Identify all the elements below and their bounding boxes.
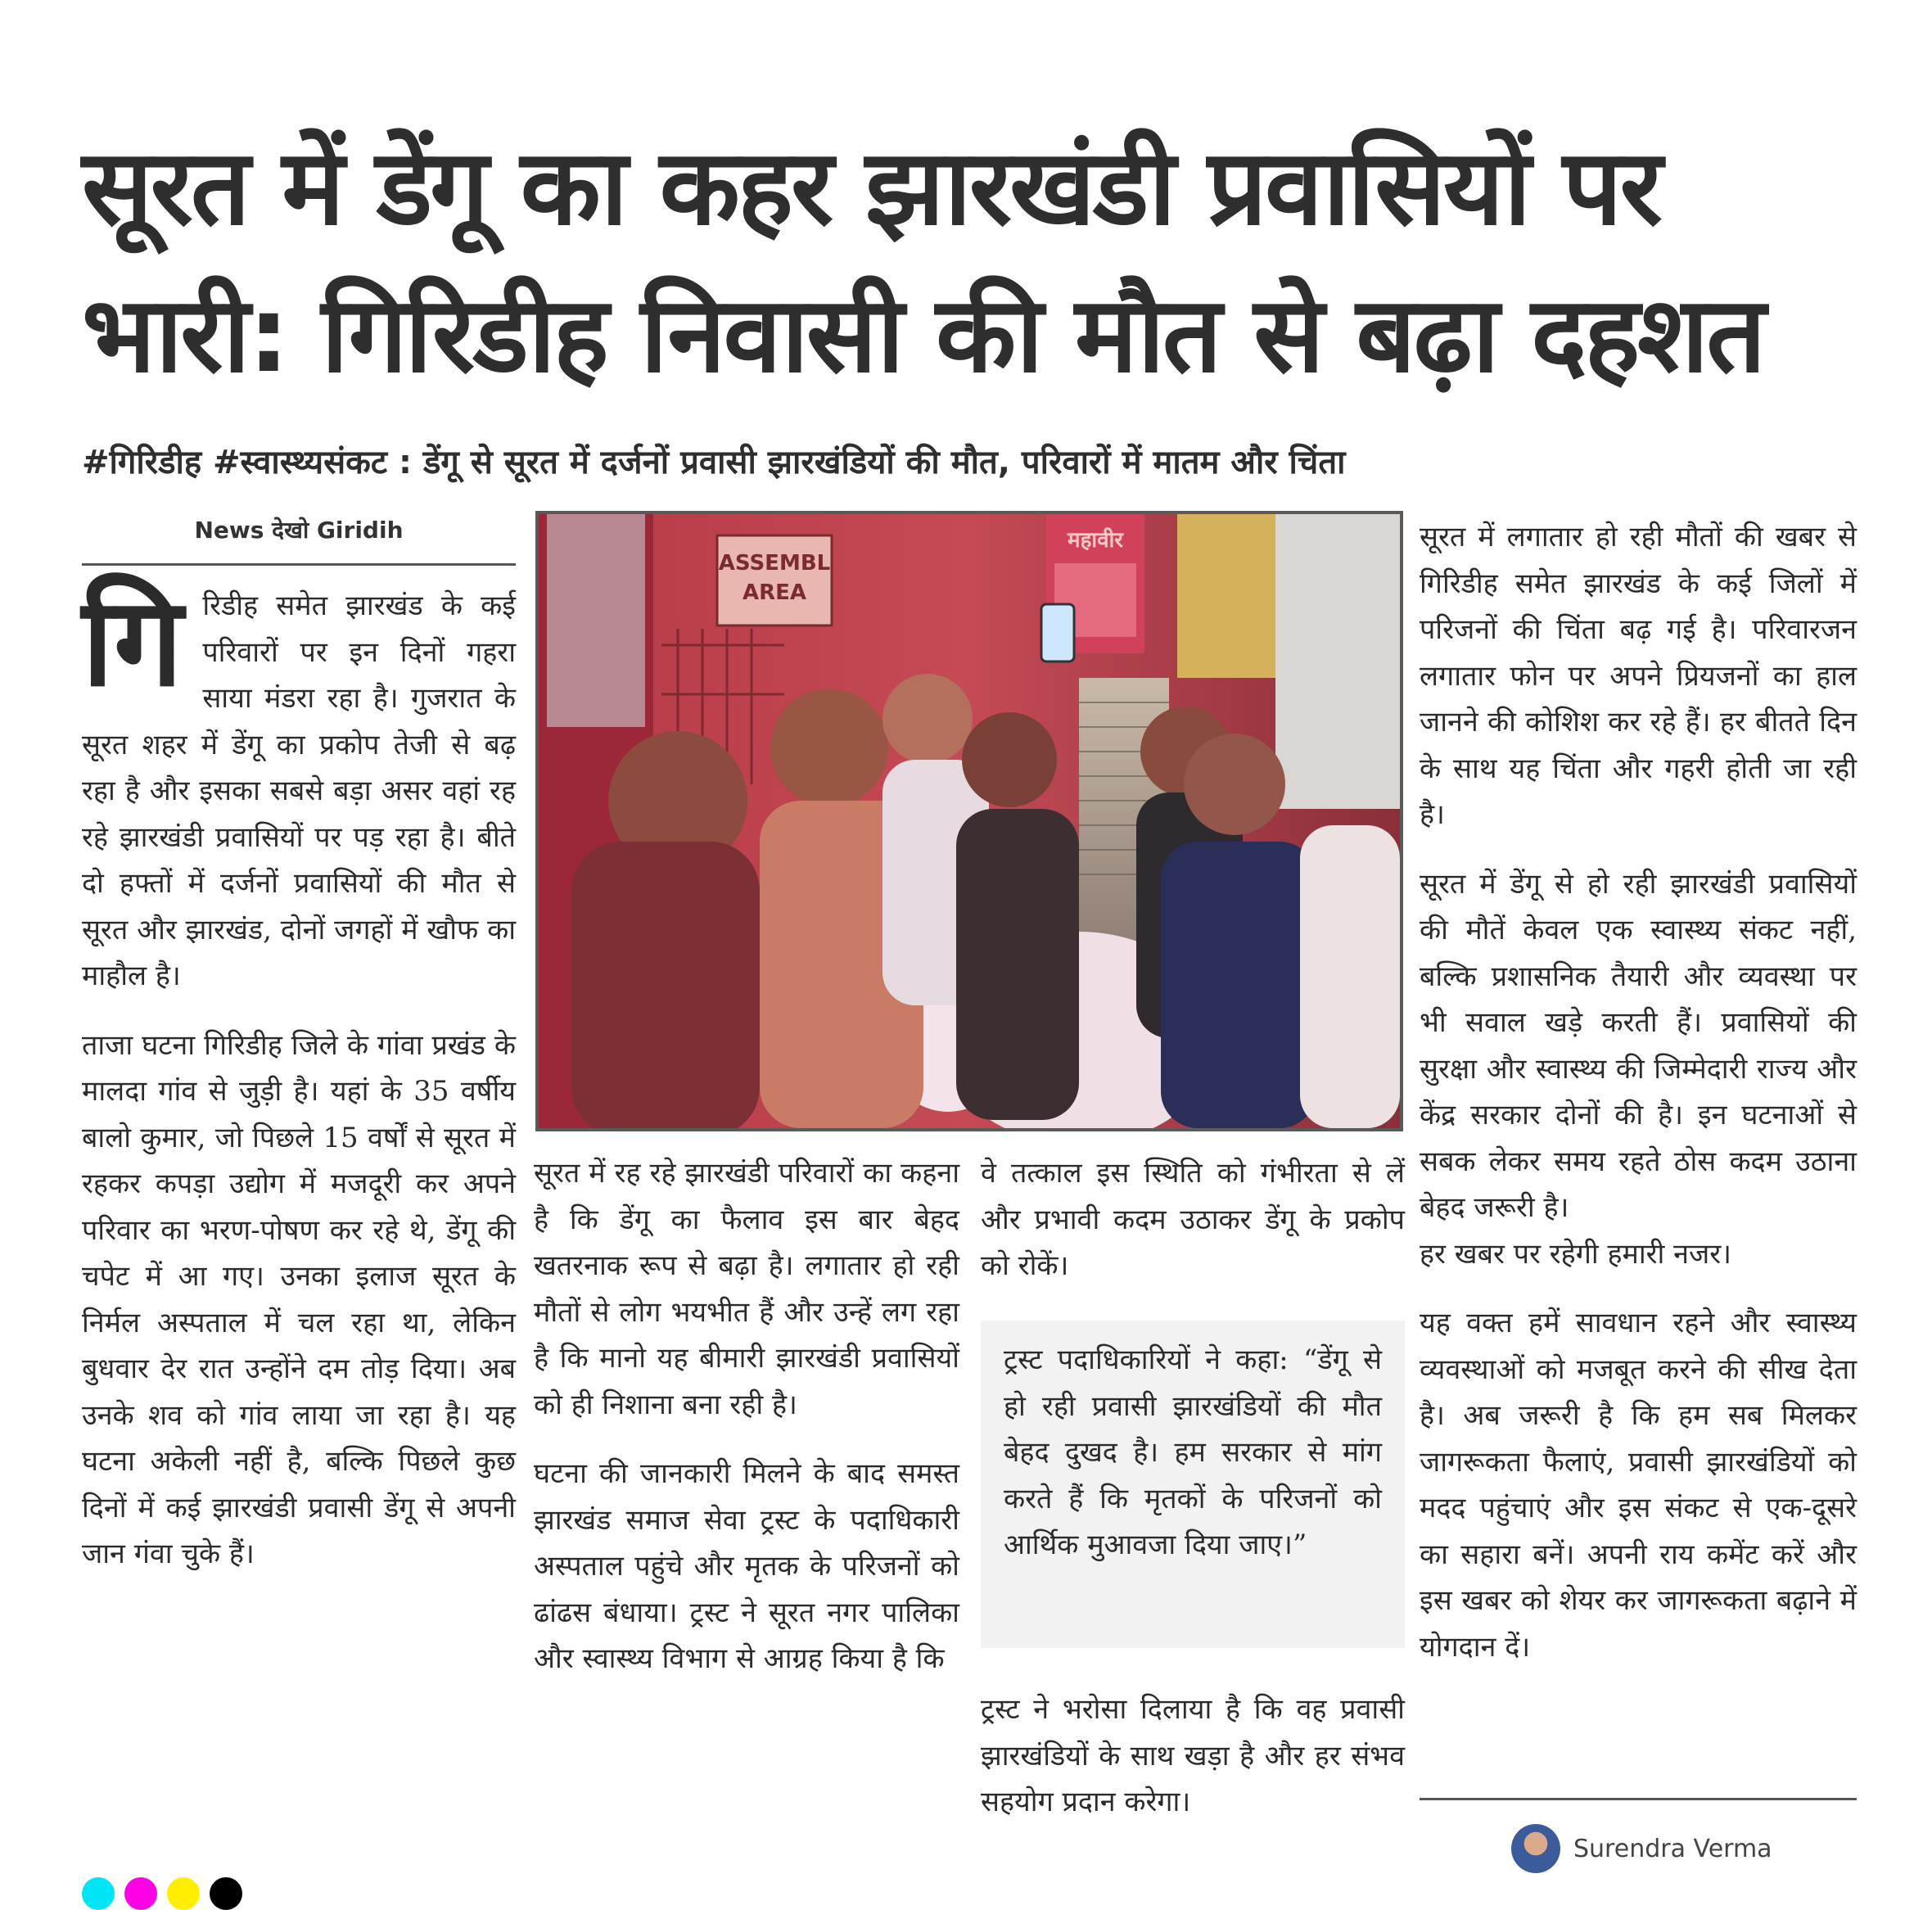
pull-quote: ट्रस्ट पदाधिकारियों ने कहा: “डेंगू से हो रही प्रवासी झारखंडियों की मौत बेहद दुखद है। हम सरकार से मांग करते हैं कि मृतकों के परिजनों को आर्थिक मुआवजा दिया जाए।” [981,1321,1405,1648]
news-photo [535,511,1403,1131]
drop-cap: गि [82,571,183,714]
article-paragraph: यह वक्त हमें सावधान रहने और स्वास्थ्य व्यवस्थाओं को मजबूत करने की सीख देता है। अब जरूरी है कि हम सब मिलकर जागरूकता फैलाएं, प्रवासी झारखंडियों को मदद पहुंचाएं और इस संकट से एक-दूसरे का सहारा बनें। अपनी राय कमेंट करें और इस खबर को शेयर कर जागरूकता बढ़ाने में योगदान दें। [1420,1307,1857,1664]
article-paragraph: सूरत में रह रहे झारखंडी परिवारों का कहना है कि डेंगू का फैलाव इस बार बेहद खतरनाक रूप से बढ़ा है। लगातार हो रही मौतों से लोग भयभीत हैं और उन्हें लग रहा है कि मानो यह बीमारी झारखंडी प्रवासियों को ही निशाना बना रही है। [534,1157,959,1421]
black-dot [210,1877,242,1910]
subheadline: #गिरिडीह #स्वास्थ्यसंकट : डेंगू से सूरत में दर्जनों प्रवासी झारखंडियों की मौत, परिवारों में मातम और चिंता [82,444,1346,481]
headline-line-2: भारी: गिरिडीह निवासी की मौत से बढ़ा दहशत [82,274,1764,396]
magenta-dot [124,1877,157,1910]
article-paragraph: ट्रस्ट ने भरोसा दिलाया है कि वह प्रवासी झारखंडियों के साथ खड़ा है और हर संभव सहयोग प्रदान करेगा। [981,1693,1405,1818]
article-paragraph: घटना की जानकारी मिलने के बाद समस्त झारखंड समाज सेवा ट्रस्ट के पदाधिकारी अस्पताल पहुंचे और मृतक के परिजनों को ढांढस बंधाया। ट्रस्ट ने सूरत नगर पालिका और स्वास्थ्य विभाग से आग्रह किया है कि [534,1457,959,1675]
svg-text:AREA: AREA [742,580,807,605]
article-column-3-bottom [981,1686,1405,1849]
author-credit [1511,1822,1772,1875]
svg-text:महावीर: महावीर [1068,528,1123,553]
svg-text:ASSEMBL: ASSEMBL [718,551,831,576]
author-divider [1420,1798,1857,1800]
yellow-dot [167,1877,200,1910]
article-column-2 [534,1150,959,1705]
cyan-dot [82,1877,115,1910]
article-paragraph [82,571,516,1000]
article-column-1 [82,571,516,1601]
paragraph-text: रिडीह समेत झारखंड के कई परिवारों पर इन दिनों गहरा साया मंडरा रहा है। गुजरात के सूरत शहर में डेंगू का प्रकोप तेजी से बढ़ रहा है और इसका सबसे बड़ा असर वहां रह रहे झारखंडी प्रवासियों पर पड़ रहा है। बीते दो हफ्तों में दर्जनों प्रवासियों की मौत से सूरत और झारखंड, दोनों जगहों में खौफ का माहौल है। [82,589,516,992]
article-paragraph: वे तत्काल इस स्थिति को गंभीरता से लें और प्रभावी कदम उठाकर डेंगू के प्रकोप को रोकें। [981,1157,1405,1282]
tagline: हर खबर पर रहेगी हमारी नजर। [1420,1237,1732,1271]
author-name: Surendra Verma [1573,1834,1772,1863]
print-registration-marks [82,1877,242,1910]
headline [82,115,1867,409]
article-paragraph: ताजा घटना गिरिडीह जिले के गांवा प्रखंड के मालदा गांव से जुड़ी है। यहां के 35 वर्षीय बालो कुमार, जो पिछले 15 वर्षों से सूरत में रहकर कपड़ा उद्योग में मजदूरी कर अपने परिवार का भरण-पोषण कर रहे थे, डेंगू की चपेट में आ गए। उनका इलाज सूरत के निर्मल अस्पताल में चल रहा था, लेकिन बुधवार देर रात उन्होंने दम तोड़ दिया। अब उनके शव को गांव लाया जा रहा है। यह घटना अकेली नहीं है, बल्कि पिछले कुछ दिनों में कई झारखंडी प्रवासी डेंगू से अपनी जान गंवा चुके हैं। [82,1028,516,1570]
byline: News देखो Giridih [82,514,516,566]
article-paragraph: सूरत में लगातार हो रही मौतों की खबर से गिरिडीह समेत झारखंड के कई जिलों में परिजनों की चिंता बढ़ गई है। परिवारजन लगातार फोन पर अपने प्रियजनों का हाल जानने की कोशिश कर रहे हैं। हर बीतते दिन के साथ यह चिंता और गहरी होती जा रही है। [1420,521,1857,831]
avatar [1511,1824,1560,1873]
headline-line-1: सूरत में डेंगू का कहर झारखंडी प्रवासियों पर [82,127,1660,249]
article-paragraph: सूरत में डेंगू से हो रही झारखंडी प्रवासियों की मौतें केवल एक स्वास्थ्य संकट नहीं, बल्कि प्रशासनिक तैयारी और व्यवस्था पर भी सवाल खड़े करती हैं। प्रवासियों की सुरक्षा और स्वास्थ्य की जिम्मेदारी राज्य और केंद्र सरकार दोनों की है। इन घटनाओं से सबक लेकर समय रहते ठोस कदम उठाना बेहद जरूरी है। [1420,867,1857,1224]
article-column-3 [981,1150,1405,1312]
article-column-4 [1420,514,1857,1693]
